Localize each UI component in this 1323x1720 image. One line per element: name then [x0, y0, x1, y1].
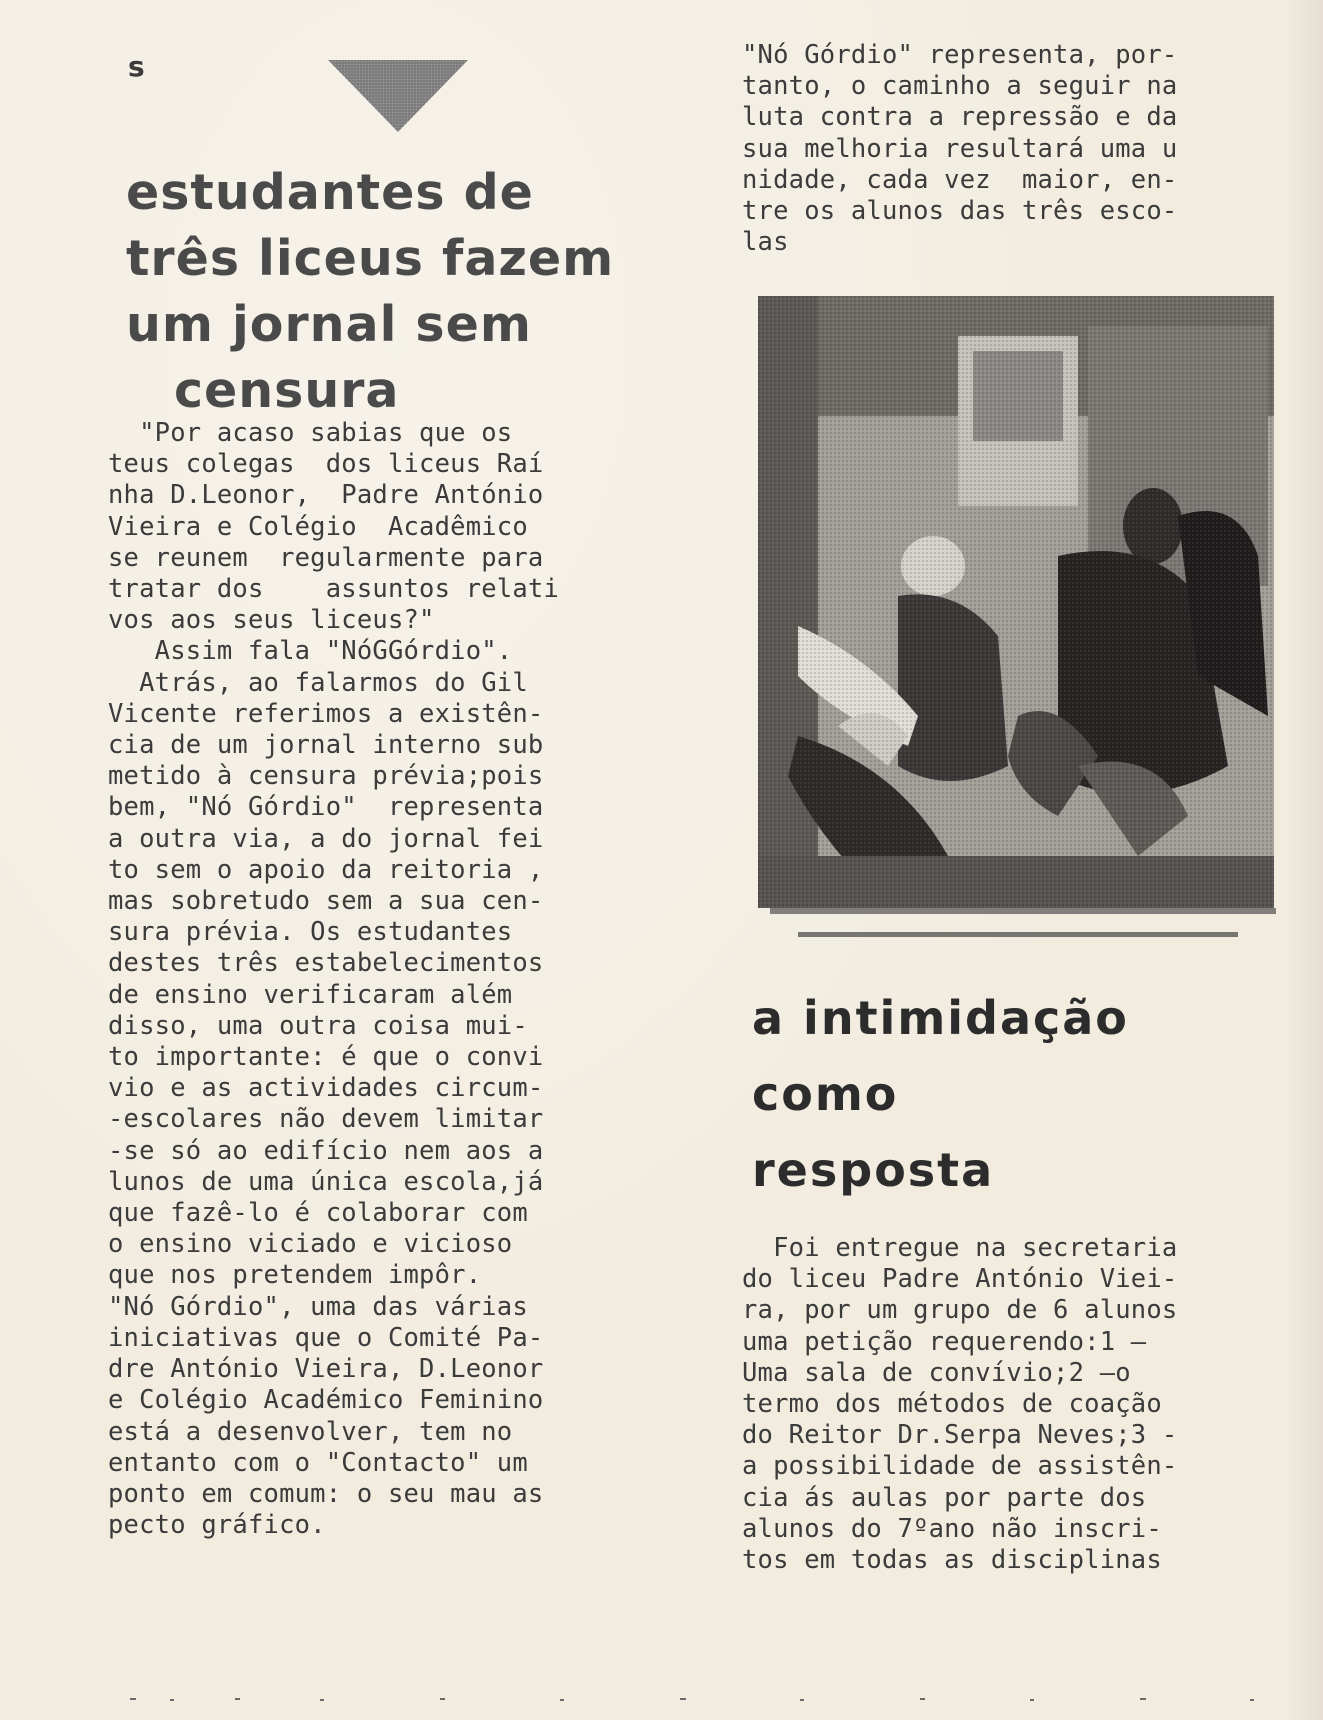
article-line: tanto, o caminho a seguir na: [742, 71, 1178, 102]
article-line: tre os alunos das três esco-: [742, 196, 1178, 227]
article-line: iniciativas que o Comité Pa-: [108, 1322, 544, 1353]
article-line: ponto em comum: o seu mau as: [108, 1478, 544, 1509]
article-line: nidade, cada vez maior, en-: [742, 164, 1178, 195]
article-line: teus colegas dos liceus Raí: [108, 449, 544, 480]
article-line: Vieira e Colégio Acadêmico: [108, 511, 528, 542]
article-line: de ensino verificaram além: [108, 979, 513, 1010]
article-line: está a desenvolver, tem no: [108, 1416, 513, 1447]
subheadline-line-1: a intimidação: [752, 991, 1129, 1045]
triangle-ornament: [328, 60, 468, 132]
article-line: cia de um jornal interno sub: [108, 730, 544, 761]
article-line: metido à censura prévia;pois: [108, 761, 544, 792]
headline-line-4: censura: [174, 362, 400, 419]
article-line: Atrás, ao falarmos do Gil: [108, 667, 528, 698]
article-line: a possibilidade de assistên-: [742, 1451, 1178, 1482]
headline: [126, 160, 646, 424]
article-line: alunos do 7ºano não inscri-: [742, 1513, 1162, 1544]
article-line: dre António Vieira, D.Leonor: [108, 1354, 544, 1385]
article-line: do Reitor Dr.Serpa Neves;3 -: [742, 1420, 1178, 1451]
article-line: destes três estabelecimentos: [108, 948, 544, 979]
headline-line-2: três liceus fazem: [126, 230, 615, 287]
article-line: do liceu Padre António Viei-: [742, 1264, 1178, 1295]
article-line: mas sobretudo sem a sua cen-: [108, 886, 544, 917]
article-line: lunos de uma única escola,já: [108, 1166, 544, 1197]
article-line: uma petição requerendo:1 —: [742, 1326, 1147, 1357]
article-line: sura prévia. Os estudantes: [108, 917, 513, 948]
page-edge-shadow: [1283, 0, 1323, 1720]
subheadline-line-2: como: [752, 1067, 899, 1121]
article-line: luta contra a repressão e da: [742, 102, 1178, 133]
article-line: "Nó Górdio", uma das várias: [108, 1291, 528, 1322]
article-line: Foi entregue na secretaria: [742, 1233, 1178, 1263]
subheadline-line-3: resposta: [752, 1143, 995, 1197]
article-line: tos em todas as disciplinas: [742, 1545, 1162, 1576]
article-line: -escolares não devem limitar: [108, 1104, 544, 1135]
right-article-body: [742, 1233, 1177, 1576]
article-line: Assim fala "NóGGórdio".: [108, 636, 513, 667]
article-line: disso, uma outra coisa mui-: [108, 1010, 528, 1041]
article-line: ra, por um grupo de 6 alunos: [742, 1295, 1178, 1326]
headline-line-1: estudantes de: [126, 164, 534, 221]
article-line: a outra via, a do jornal fei: [108, 823, 544, 854]
article-line: e Colégio Académico Feminino: [108, 1385, 544, 1416]
section-mark: s: [128, 50, 146, 83]
article-line: vio e as actividades circum-: [108, 1073, 544, 1104]
article-line: o ensino viciado e vicioso: [108, 1229, 513, 1260]
article-line: to sem o apoio da reitoria ,: [108, 854, 544, 885]
article-line: Uma sala de convívio;2 —o: [742, 1357, 1131, 1388]
article-line: cia ás aulas por parte dos: [742, 1482, 1147, 1513]
divider-rule: [798, 932, 1238, 937]
divider-rule: [770, 908, 1276, 914]
article-line: bem, "Nó Górdio" representa: [108, 792, 544, 823]
article-line: "Por acaso sabias que os: [108, 418, 513, 448]
article-line: to importante: é que o convi: [108, 1042, 544, 1073]
article-line: Vicente referimos a existên-: [108, 698, 544, 729]
paper-specks: [20, 1690, 1300, 1710]
article-line: las: [742, 227, 789, 258]
article-line: entanto com o "Contacto" um: [108, 1447, 528, 1478]
right-article-continuation: [742, 40, 1177, 258]
subheadline: [752, 980, 1272, 1208]
article-line: sua melhoria resultará uma u: [742, 133, 1178, 164]
left-article-body: [108, 418, 559, 1541]
article-line: tratar dos assuntos relati: [108, 574, 560, 605]
article-line: nha D.Leonor, Padre António: [108, 480, 544, 511]
article-line: termo dos métodos de coação: [742, 1389, 1162, 1420]
article-line: que nos pretendem impôr.: [108, 1260, 482, 1291]
article-line: se reunem regularmente para: [108, 542, 544, 573]
article-line: pecto gráfico.: [108, 1510, 326, 1541]
article-line: "Nó Górdio" representa, por-: [742, 40, 1178, 70]
article-line: vos aos seus liceus?": [108, 605, 435, 636]
halftone-photo: [758, 296, 1274, 908]
article-line: -se só ao edifício nem aos a: [108, 1135, 544, 1166]
headline-line-3: um jornal sem: [126, 296, 532, 353]
article-line: que fazê-lo é colaborar com: [108, 1198, 528, 1229]
